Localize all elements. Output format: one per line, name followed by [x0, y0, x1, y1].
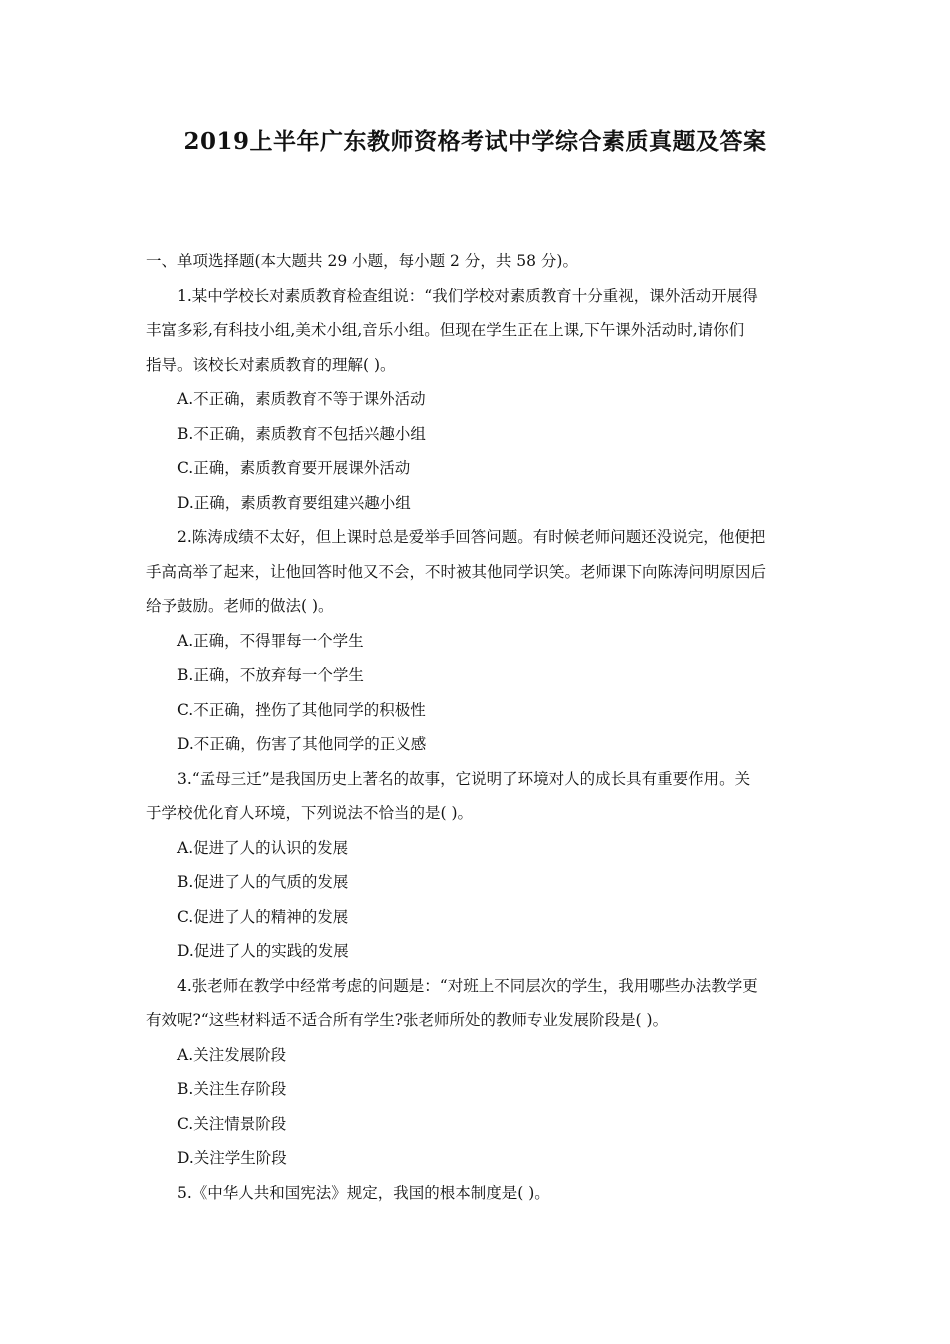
question-1-stem-line-1: 1.某中学校长对素质教育检查组说：“我们学校对素质教育十分重视，课外活动开展得 — [177, 286, 758, 305]
question-2-option-b: B.正确，不放弃每一个学生 — [177, 666, 364, 684]
question-5 — [146, 1176, 808, 1211]
question-1-stem-line-2: 丰富多彩,有科技小组,美术小组,音乐小组。但现在学生正在上课,下午课外活动时,请你们 — [146, 321, 745, 339]
question-4-option-d: D.关注学生阶段 — [177, 1149, 287, 1167]
question-2-option-c: C.不正确，挫伤了其他同学的积极性 — [177, 700, 426, 719]
question-1-stem-line-3: 指导。该校长对素质教育的理解( )。 — [146, 355, 396, 374]
question-3 — [146, 762, 808, 969]
question-2-stem-line-3: 给予鼓励。老师的做法( )。 — [146, 597, 334, 615]
question-3-option-b: B.促进了人的气质的发展 — [177, 873, 349, 891]
question-1 — [146, 279, 808, 521]
question-3-option-a: A.促进了人的认识的发展 — [177, 838, 349, 857]
section-heading: 一、单项选择题(本大题共 29 小题，每小题 2 分，共 58 分)。 — [146, 252, 578, 270]
question-1-option-d: D.正确，素质教育要组建兴趣小组 — [177, 493, 411, 512]
question-2-option-a: A.正确，不得罪每一个学生 — [177, 631, 364, 650]
question-5-stem-line-1: 5.《中华人共和国宪法》规定，我国的根本制度是( )。 — [177, 1183, 550, 1202]
question-2-stem-line-2: 手高高举了起来，让他回答时他又不会，不时被其他同学识笑。老师课下向陈涛问明原因后 — [146, 562, 767, 581]
question-1-option-b: B.不正确，素质教育不包括兴趣小组 — [177, 424, 426, 443]
question-4-option-a: A.关注发展阶段 — [177, 1045, 287, 1064]
question-3-option-c: C.促进了人的精神的发展 — [177, 907, 349, 926]
question-4-option-c: C.关注情景阶段 — [177, 1114, 287, 1133]
question-3-stem-line-2: 于学校优化育人环境，下列说法不恰当的是( )。 — [146, 804, 474, 822]
question-1-option-a: A.不正确，素质教育不等于课外活动 — [177, 390, 426, 408]
question-2-option-d: D.不正确，伤害了其他同学的正义感 — [177, 735, 427, 753]
document-title: 2019上半年广东教师资格考试中学综合素质真题及答案 — [183, 128, 767, 155]
document-body — [146, 244, 808, 1210]
question-4-option-b: B.关注生存阶段 — [177, 1080, 287, 1098]
question-4-stem-line-1: 4.张老师在教学中经常考虑的问题是：“对班上不同层次的学生，我用哪些办法教学更 — [177, 976, 758, 995]
question-4-stem-line-2: 有效呢?“这些材料适不适合所有学生?张老师所处的教师专业发展阶段是( )。 — [146, 1011, 669, 1029]
question-2 — [146, 520, 808, 762]
question-4 — [146, 969, 808, 1176]
question-1-option-c: C.正确，素质教育要开展课外活动 — [177, 459, 411, 477]
question-3-option-d: D.促进了人的实践的发展 — [177, 942, 349, 960]
question-2-stem-line-1: 2.陈涛成绩不太好，但上课时总是爱举手回答问题。有时候老师问题还没说完，他便把 — [177, 528, 766, 546]
question-3-stem-line-1: 3.“孟母三迁”是我国历史上著名的故事，它说明了环境对人的成长具有重要作用。关 — [177, 769, 751, 788]
